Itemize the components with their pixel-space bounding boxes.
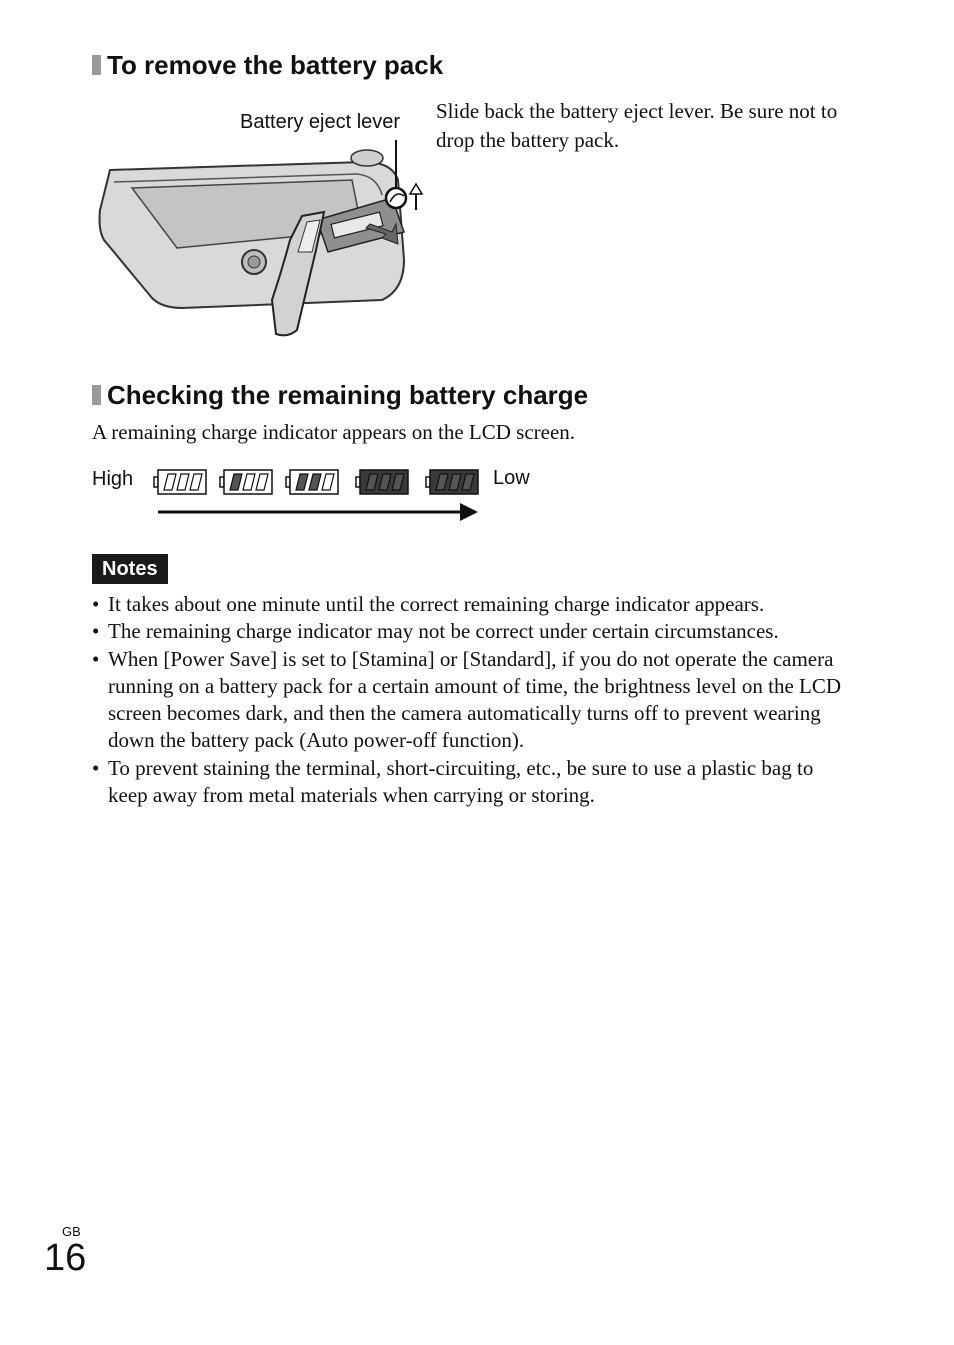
page-number: 16	[44, 1237, 87, 1279]
notes-badge: Notes	[92, 554, 168, 584]
charge-low-label: Low	[493, 467, 530, 489]
heading-remove-battery-text: To remove the battery pack	[107, 50, 444, 80]
charge-intro: A remaining charge indicator appears on the LCD screen.	[92, 420, 576, 444]
battery-level-icon	[356, 470, 408, 494]
charge-high-label: High	[92, 468, 134, 490]
note-item: • When [Power Save] is set to [Stamina] or [Standard], if you do not operate the camera running on a battery pack for a certain amount of time, the brightness level on the LCD screen becomes dark, and then the camera automatically turns off to prevent wearing down the battery pack (Auto power-off function).	[92, 646, 852, 755]
heading-marker	[92, 55, 101, 75]
region-label: GB	[62, 1224, 81, 1239]
heading-check-charge-text: Checking the remaining battery charge	[107, 380, 589, 410]
note-item: • It takes about one minute until the correct remaining charge indicator appears.	[92, 591, 852, 618]
battery-eject-lever-label: Battery eject lever	[240, 111, 401, 133]
note-item: • To prevent staining the terminal, short-circuiting, etc., be sure to use a plastic bag to keep away from metal materials when carrying or storing.	[92, 755, 852, 810]
remove-instruction: Slide back the battery eject lever. Be sure not to drop the battery pack.	[436, 99, 838, 152]
heading-marker	[92, 385, 101, 405]
heading-remove-battery	[92, 50, 443, 80]
camera-battery-illustration	[92, 140, 432, 340]
note-item: • The remaining charge indicator may not be correct under certain circumstances.	[92, 618, 852, 645]
heading-check-charge	[92, 380, 588, 410]
battery-indicator-row	[152, 466, 492, 528]
battery-level-icon	[220, 470, 272, 494]
battery-level-icon	[154, 470, 206, 494]
battery-level-icon	[426, 470, 478, 494]
charge-direction-arrow-head	[460, 503, 478, 521]
notes-list	[92, 591, 852, 809]
battery-level-icon	[286, 470, 338, 494]
